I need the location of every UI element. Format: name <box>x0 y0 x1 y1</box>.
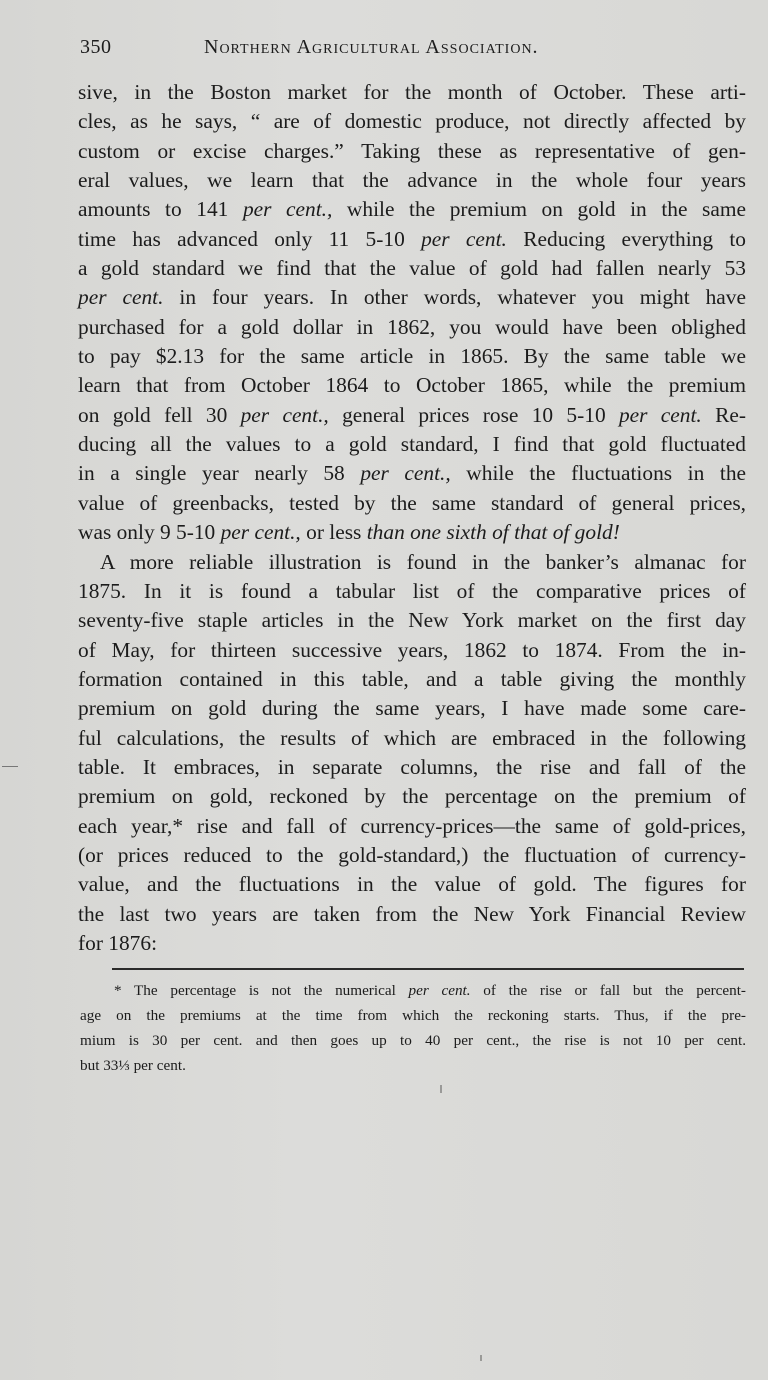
text-line <box>78 137 746 166</box>
italic-text: per cent., <box>240 402 329 427</box>
text-line <box>78 636 746 665</box>
text-segment: of May, for thirteen successive years, 1862 to 1874. From the in- <box>78 637 746 662</box>
text-line <box>78 870 746 899</box>
italic-text: per cent., <box>242 197 333 222</box>
text-segment: ducing all the values to a gold standard, I find that gold fluctuated <box>78 432 746 457</box>
running-head: Northern Agricultural Association. <box>204 36 539 58</box>
text-segment: time has advanced only 11 5-10 <box>78 226 422 251</box>
text-segment: to pay $2.13 for the same article in 1865. By the same table we <box>78 344 746 369</box>
text-segment: while the premium on gold in the same <box>332 197 746 222</box>
text-segment: table. It embraces, in separate columns, the rise and fall of the <box>78 754 746 779</box>
text-segment: the last two years are taken from the New York Financial Review <box>78 901 746 926</box>
italic-text: than one sixth of that of gold! <box>366 520 620 545</box>
italic-text: per cent. <box>408 982 471 999</box>
footnote-line <box>80 1028 746 1053</box>
text-line <box>78 313 746 342</box>
text-segment: A more reliable illustration is found in the banker’s almanac for <box>100 549 746 574</box>
footnote-line <box>80 978 746 1003</box>
text-line <box>78 225 746 254</box>
page-header <box>80 36 744 62</box>
text-line <box>78 694 746 723</box>
italic-text: per cent. <box>618 402 702 427</box>
text-line <box>78 489 746 518</box>
text-line <box>78 782 746 811</box>
text-segment: purchased for a gold dollar in 1862, you would have been oblighed <box>78 314 746 339</box>
text-segment: 1875. In it is found a tabular list of the comparative prices of <box>78 578 746 603</box>
text-segment: * The percentage is not the numerical <box>114 982 409 999</box>
text-segment: Re- <box>701 402 746 427</box>
text-line <box>78 166 746 195</box>
text-segment: formation contained in this table, and a table giving the monthly <box>78 666 746 691</box>
text-line <box>78 548 746 577</box>
text-segment: value, and the fluctuations in the value of gold. The figures for <box>78 872 746 897</box>
text-segment: for 1876: <box>78 930 158 955</box>
text-line <box>78 929 746 958</box>
italic-text: per cent. <box>421 226 507 251</box>
page-number: 350 <box>80 36 112 58</box>
text-line <box>78 665 746 694</box>
text-line <box>78 342 746 371</box>
text-segment: (or prices reduced to the gold-standard,) the fluctuation of currency- <box>78 842 746 867</box>
text-line <box>78 283 746 312</box>
text-segment: on gold fell 30 <box>78 402 241 427</box>
text-segment: age on the premiums at the time from which the reckoning starts. Thus, if the pre- <box>80 1007 746 1024</box>
text-segment: custom or excise charges.” Taking these as representative of gen- <box>78 138 746 163</box>
text-segment: premium on gold, reckoned by the percentage on the premium of <box>78 784 746 809</box>
text-line <box>78 577 746 606</box>
text-line <box>78 606 746 635</box>
body-text <box>78 78 746 958</box>
text-segment: Reducing everything to <box>506 226 746 251</box>
text-line <box>78 841 746 870</box>
text-line <box>78 900 746 929</box>
paper-speck <box>440 1085 442 1093</box>
italic-text: per cent., <box>220 520 301 545</box>
italic-text: per cent. <box>78 285 164 310</box>
text-segment: in a single year nearly 58 <box>78 461 361 486</box>
text-segment: ful calculations, the results of which are embraced in the following <box>78 725 746 750</box>
text-segment: was only 9 5-10 <box>78 520 221 545</box>
text-segment: value of greenbacks, tested by the same standard of general prices, <box>78 490 746 515</box>
footnote-rule <box>112 968 744 970</box>
text-line <box>78 518 746 547</box>
text-line <box>78 371 746 400</box>
text-segment: in four years. In other words, whatever you might have <box>163 285 746 310</box>
text-line <box>78 401 746 430</box>
footnote-line <box>80 1003 746 1028</box>
text-segment: amounts to 141 <box>78 197 243 222</box>
text-segment: cles, as he says, “ are of domestic produce, not directly affected by <box>78 109 746 134</box>
text-line <box>78 724 746 753</box>
margin-mark <box>2 766 18 767</box>
text-segment: premium on gold during the same years, I have made some care- <box>78 696 746 721</box>
text-segment: while the fluctuations in the <box>450 461 747 486</box>
text-segment: seventy-five staple articles in the New York market on the first day <box>78 608 746 633</box>
text-segment: each year,* rise and fall of currency-prices—the same of gold-prices, <box>78 813 746 838</box>
text-line <box>78 107 746 136</box>
text-line <box>78 459 746 488</box>
text-segment: but 33⅓ per cent. <box>80 1057 186 1074</box>
italic-text: per cent., <box>360 461 451 486</box>
text-segment: or less <box>300 520 367 545</box>
paper-speck <box>480 1355 482 1361</box>
text-segment: a gold standard we find that the value of gold had fallen nearly 53 <box>78 256 746 281</box>
footnote-line <box>80 1053 746 1078</box>
text-line <box>78 812 746 841</box>
text-segment: of the rise or fall but the percent- <box>470 982 746 999</box>
footnote <box>80 978 746 1078</box>
text-line <box>78 254 746 283</box>
text-segment: mium is 30 per cent. and then goes up to 40 per cent., the rise is not 10 per cent. <box>80 1032 746 1049</box>
text-line <box>78 430 746 459</box>
text-segment: general prices rose 10 5-10 <box>328 402 619 427</box>
text-line <box>78 78 746 107</box>
text-line <box>78 195 746 224</box>
text-line <box>78 753 746 782</box>
text-segment: sive, in the Boston market for the month of October. These arti- <box>78 80 746 104</box>
text-segment: eral values, we learn that the advance in the whole four years <box>78 168 746 193</box>
text-segment: learn that from October 1864 to October 1865, while the premium <box>78 373 746 398</box>
